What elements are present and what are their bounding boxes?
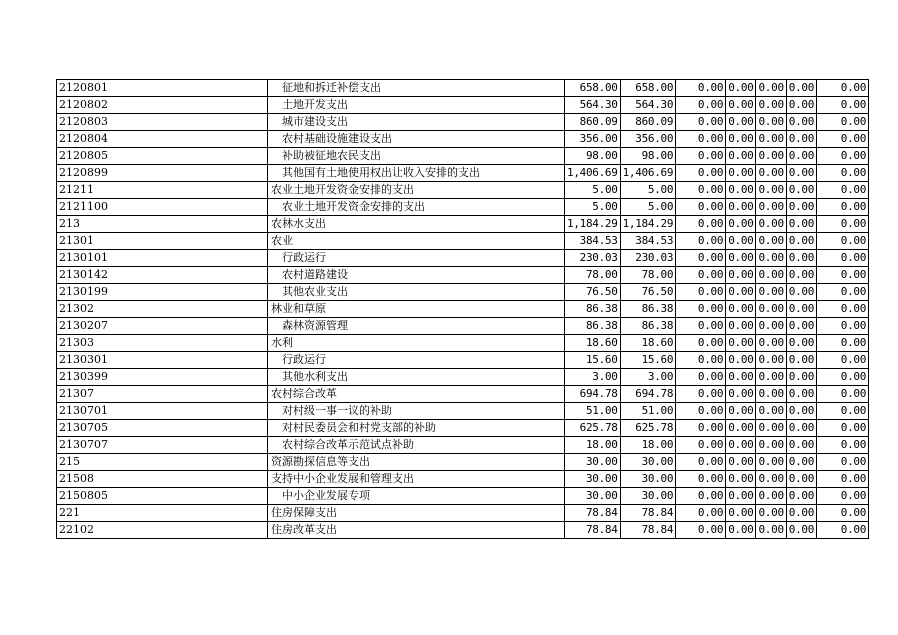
table-row [57,199,869,216]
fund-budget-cell: 0.00 [676,522,726,539]
fund-budget-cell: 0.00 [676,284,726,301]
remaining-cell: 0.00 [817,454,869,471]
carryover-cell: 0.00 [786,471,816,488]
other-fund-cell: 0.00 [756,114,786,131]
capital-budget-cell: 0.00 [726,284,756,301]
capital-budget-cell: 0.00 [726,148,756,165]
other-fund-cell: 0.00 [756,267,786,284]
name-cell: 水利 [268,335,565,352]
fund-budget-cell: 0.00 [676,454,726,471]
other-fund-cell: 0.00 [756,97,786,114]
code-cell: 2130399 [57,369,268,386]
table-row [57,97,869,114]
name-cell: 行政运行 [268,352,565,369]
total-cell: 1,406.69 [565,165,621,182]
remaining-cell: 0.00 [817,505,869,522]
general-budget-cell: 78.84 [620,505,676,522]
carryover-cell: 0.00 [786,437,816,454]
carryover-cell: 0.00 [786,80,816,97]
total-cell: 384.53 [565,233,621,250]
capital-budget-cell: 0.00 [726,165,756,182]
fund-budget-cell: 0.00 [676,148,726,165]
code-cell: 2130701 [57,403,268,420]
general-budget-cell: 3.00 [620,369,676,386]
name-cell: 行政运行 [268,250,565,267]
carryover-cell: 0.00 [786,403,816,420]
other-fund-cell: 0.00 [756,437,786,454]
table-row [57,267,869,284]
table-row [57,318,869,335]
code-cell: 2120804 [57,131,268,148]
general-budget-cell: 625.78 [620,420,676,437]
code-cell: 2130199 [57,284,268,301]
remaining-cell: 0.00 [817,471,869,488]
table-row [57,437,869,454]
total-cell: 18.00 [565,437,621,454]
total-cell: 564.30 [565,97,621,114]
general-budget-cell: 15.60 [620,352,676,369]
fund-budget-cell: 0.00 [676,318,726,335]
carryover-cell: 0.00 [786,97,816,114]
name-cell: 土地开发支出 [268,97,565,114]
capital-budget-cell: 0.00 [726,131,756,148]
other-fund-cell: 0.00 [756,386,786,403]
general-budget-cell: 98.00 [620,148,676,165]
other-fund-cell: 0.00 [756,165,786,182]
total-cell: 1,184.29 [565,216,621,233]
remaining-cell: 0.00 [817,369,869,386]
capital-budget-cell: 0.00 [726,301,756,318]
general-budget-cell: 30.00 [620,488,676,505]
table-row [57,284,869,301]
carryover-cell: 0.00 [786,335,816,352]
carryover-cell: 0.00 [786,114,816,131]
general-budget-cell: 78.84 [620,522,676,539]
capital-budget-cell: 0.00 [726,97,756,114]
other-fund-cell: 0.00 [756,131,786,148]
capital-budget-cell: 0.00 [726,369,756,386]
table-row [57,403,869,420]
remaining-cell: 0.00 [817,97,869,114]
other-fund-cell: 0.00 [756,233,786,250]
capital-budget-cell: 0.00 [726,199,756,216]
other-fund-cell: 0.00 [756,199,786,216]
total-cell: 860.09 [565,114,621,131]
capital-budget-cell: 0.00 [726,114,756,131]
table-row [57,471,869,488]
table-row [57,386,869,403]
general-budget-cell: 18.60 [620,335,676,352]
table-row [57,233,869,250]
total-cell: 30.00 [565,471,621,488]
general-budget-cell: 30.00 [620,471,676,488]
table-row [57,182,869,199]
general-budget-cell: 1,406.69 [620,165,676,182]
remaining-cell: 0.00 [817,522,869,539]
code-cell: 2130142 [57,267,268,284]
table-row [57,352,869,369]
code-cell: 2120803 [57,114,268,131]
general-budget-cell: 76.50 [620,284,676,301]
other-fund-cell: 0.00 [756,488,786,505]
fund-budget-cell: 0.00 [676,199,726,216]
general-budget-cell: 658.00 [620,80,676,97]
carryover-cell: 0.00 [786,454,816,471]
general-budget-cell: 86.38 [620,318,676,335]
remaining-cell: 0.00 [817,233,869,250]
name-cell: 农业土地开发资金安排的支出 [268,199,565,216]
carryover-cell: 0.00 [786,216,816,233]
other-fund-cell: 0.00 [756,522,786,539]
total-cell: 230.03 [565,250,621,267]
name-cell: 中小企业发展专项 [268,488,565,505]
fund-budget-cell: 0.00 [676,114,726,131]
other-fund-cell: 0.00 [756,335,786,352]
table-row [57,420,869,437]
general-budget-cell: 384.53 [620,233,676,250]
carryover-cell: 0.00 [786,505,816,522]
carryover-cell: 0.00 [786,386,816,403]
name-cell: 农林水支出 [268,216,565,233]
remaining-cell: 0.00 [817,182,869,199]
fund-budget-cell: 0.00 [676,488,726,505]
capital-budget-cell: 0.00 [726,505,756,522]
other-fund-cell: 0.00 [756,352,786,369]
fund-budget-cell: 0.00 [676,505,726,522]
name-cell: 农业土地开发资金安排的支出 [268,182,565,199]
other-fund-cell: 0.00 [756,182,786,199]
carryover-cell: 0.00 [786,233,816,250]
name-cell: 农村基础设施建设支出 [268,131,565,148]
total-cell: 86.38 [565,301,621,318]
name-cell: 补助被征地农民支出 [268,148,565,165]
table-row [57,369,869,386]
code-cell: 21307 [57,386,268,403]
capital-budget-cell: 0.00 [726,352,756,369]
remaining-cell: 0.00 [817,216,869,233]
table-row [57,454,869,471]
table-row [57,505,869,522]
carryover-cell: 0.00 [786,199,816,216]
other-fund-cell: 0.00 [756,216,786,233]
capital-budget-cell: 0.00 [726,318,756,335]
remaining-cell: 0.00 [817,250,869,267]
other-fund-cell: 0.00 [756,505,786,522]
fund-budget-cell: 0.00 [676,437,726,454]
name-cell: 住房保障支出 [268,505,565,522]
remaining-cell: 0.00 [817,284,869,301]
other-fund-cell: 0.00 [756,80,786,97]
other-fund-cell: 0.00 [756,284,786,301]
table-row [57,301,869,318]
fund-budget-cell: 0.00 [676,250,726,267]
remaining-cell: 0.00 [817,199,869,216]
total-cell: 30.00 [565,454,621,471]
table-row [57,131,869,148]
remaining-cell: 0.00 [817,488,869,505]
capital-budget-cell: 0.00 [726,437,756,454]
fund-budget-cell: 0.00 [676,386,726,403]
name-cell: 支持中小企业发展和管理支出 [268,471,565,488]
general-budget-cell: 1,184.29 [620,216,676,233]
total-cell: 3.00 [565,369,621,386]
total-cell: 78.84 [565,505,621,522]
remaining-cell: 0.00 [817,80,869,97]
capital-budget-cell: 0.00 [726,386,756,403]
fund-budget-cell: 0.00 [676,216,726,233]
name-cell: 对村级一事一议的补助 [268,403,565,420]
table-body [57,80,869,539]
general-budget-cell: 5.00 [620,182,676,199]
code-cell: 2120899 [57,165,268,182]
carryover-cell: 0.00 [786,131,816,148]
other-fund-cell: 0.00 [756,420,786,437]
code-cell: 2130101 [57,250,268,267]
name-cell: 其他水利支出 [268,369,565,386]
remaining-cell: 0.00 [817,335,869,352]
total-cell: 15.60 [565,352,621,369]
code-cell: 21301 [57,233,268,250]
remaining-cell: 0.00 [817,318,869,335]
remaining-cell: 0.00 [817,131,869,148]
code-cell: 22102 [57,522,268,539]
code-cell: 2150805 [57,488,268,505]
code-cell: 21302 [57,301,268,318]
code-cell: 2121100 [57,199,268,216]
fund-budget-cell: 0.00 [676,233,726,250]
other-fund-cell: 0.00 [756,148,786,165]
remaining-cell: 0.00 [817,301,869,318]
total-cell: 625.78 [565,420,621,437]
total-cell: 658.00 [565,80,621,97]
other-fund-cell: 0.00 [756,250,786,267]
table-row [57,114,869,131]
fund-budget-cell: 0.00 [676,471,726,488]
capital-budget-cell: 0.00 [726,488,756,505]
carryover-cell: 0.00 [786,284,816,301]
general-budget-cell: 30.00 [620,454,676,471]
capital-budget-cell: 0.00 [726,216,756,233]
fund-budget-cell: 0.00 [676,335,726,352]
code-cell: 215 [57,454,268,471]
name-cell: 城市建设支出 [268,114,565,131]
fund-budget-cell: 0.00 [676,267,726,284]
general-budget-cell: 78.00 [620,267,676,284]
capital-budget-cell: 0.00 [726,267,756,284]
total-cell: 76.50 [565,284,621,301]
total-cell: 694.78 [565,386,621,403]
fund-budget-cell: 0.00 [676,182,726,199]
fund-budget-cell: 0.00 [676,301,726,318]
other-fund-cell: 0.00 [756,454,786,471]
name-cell: 农村综合改革 [268,386,565,403]
table-row [57,165,869,182]
table-row [57,488,869,505]
carryover-cell: 0.00 [786,250,816,267]
total-cell: 98.00 [565,148,621,165]
code-cell: 21211 [57,182,268,199]
other-fund-cell: 0.00 [756,318,786,335]
table-row [57,80,869,97]
code-cell: 213 [57,216,268,233]
remaining-cell: 0.00 [817,386,869,403]
capital-budget-cell: 0.00 [726,250,756,267]
code-cell: 2120801 [57,80,268,97]
general-budget-cell: 18.00 [620,437,676,454]
capital-budget-cell: 0.00 [726,80,756,97]
total-cell: 5.00 [565,199,621,216]
name-cell: 农村道路建设 [268,267,565,284]
name-cell: 住房改革支出 [268,522,565,539]
capital-budget-cell: 0.00 [726,335,756,352]
carryover-cell: 0.00 [786,267,816,284]
carryover-cell: 0.00 [786,522,816,539]
general-budget-cell: 356.00 [620,131,676,148]
fund-budget-cell: 0.00 [676,403,726,420]
capital-budget-cell: 0.00 [726,233,756,250]
remaining-cell: 0.00 [817,267,869,284]
carryover-cell: 0.00 [786,420,816,437]
table-row [57,216,869,233]
capital-budget-cell: 0.00 [726,420,756,437]
code-cell: 2120805 [57,148,268,165]
general-budget-cell: 564.30 [620,97,676,114]
other-fund-cell: 0.00 [756,301,786,318]
remaining-cell: 0.00 [817,420,869,437]
total-cell: 30.00 [565,488,621,505]
total-cell: 78.84 [565,522,621,539]
name-cell: 征地和拆迁补偿支出 [268,80,565,97]
carryover-cell: 0.00 [786,352,816,369]
name-cell: 其他国有土地使用权出让收入安排的支出 [268,165,565,182]
name-cell: 农村综合改革示范试点补助 [268,437,565,454]
general-budget-cell: 51.00 [620,403,676,420]
fund-budget-cell: 0.00 [676,352,726,369]
code-cell: 2120802 [57,97,268,114]
name-cell: 对村民委员会和村党支部的补助 [268,420,565,437]
other-fund-cell: 0.00 [756,369,786,386]
capital-budget-cell: 0.00 [726,471,756,488]
general-budget-cell: 230.03 [620,250,676,267]
remaining-cell: 0.00 [817,165,869,182]
total-cell: 5.00 [565,182,621,199]
general-budget-cell: 86.38 [620,301,676,318]
carryover-cell: 0.00 [786,488,816,505]
carryover-cell: 0.00 [786,148,816,165]
fund-budget-cell: 0.00 [676,97,726,114]
general-budget-cell: 694.78 [620,386,676,403]
carryover-cell: 0.00 [786,369,816,386]
table-row [57,335,869,352]
total-cell: 86.38 [565,318,621,335]
fund-budget-cell: 0.00 [676,420,726,437]
code-cell: 2130301 [57,352,268,369]
name-cell: 农业 [268,233,565,250]
capital-budget-cell: 0.00 [726,403,756,420]
code-cell: 21508 [57,471,268,488]
total-cell: 51.00 [565,403,621,420]
table-row [57,250,869,267]
name-cell: 森林资源管理 [268,318,565,335]
name-cell: 资源勘探信息等支出 [268,454,565,471]
other-fund-cell: 0.00 [756,403,786,420]
carryover-cell: 0.00 [786,165,816,182]
carryover-cell: 0.00 [786,301,816,318]
capital-budget-cell: 0.00 [726,454,756,471]
name-cell: 林业和草原 [268,301,565,318]
general-budget-cell: 860.09 [620,114,676,131]
carryover-cell: 0.00 [786,318,816,335]
remaining-cell: 0.00 [817,403,869,420]
fund-budget-cell: 0.00 [676,80,726,97]
fund-budget-cell: 0.00 [676,131,726,148]
fund-budget-cell: 0.00 [676,165,726,182]
remaining-cell: 0.00 [817,148,869,165]
remaining-cell: 0.00 [817,437,869,454]
fund-budget-cell: 0.00 [676,369,726,386]
total-cell: 356.00 [565,131,621,148]
code-cell: 2130707 [57,437,268,454]
total-cell: 18.60 [565,335,621,352]
other-fund-cell: 0.00 [756,471,786,488]
capital-budget-cell: 0.00 [726,522,756,539]
carryover-cell: 0.00 [786,182,816,199]
general-budget-cell: 5.00 [620,199,676,216]
code-cell: 221 [57,505,268,522]
table-row [57,522,869,539]
remaining-cell: 0.00 [817,352,869,369]
name-cell: 其他农业支出 [268,284,565,301]
code-cell: 2130705 [57,420,268,437]
total-cell: 78.00 [565,267,621,284]
code-cell: 2130207 [57,318,268,335]
code-cell: 21303 [57,335,268,352]
table-row [57,148,869,165]
remaining-cell: 0.00 [817,114,869,131]
capital-budget-cell: 0.00 [726,182,756,199]
budget-expenditure-table [56,79,869,539]
